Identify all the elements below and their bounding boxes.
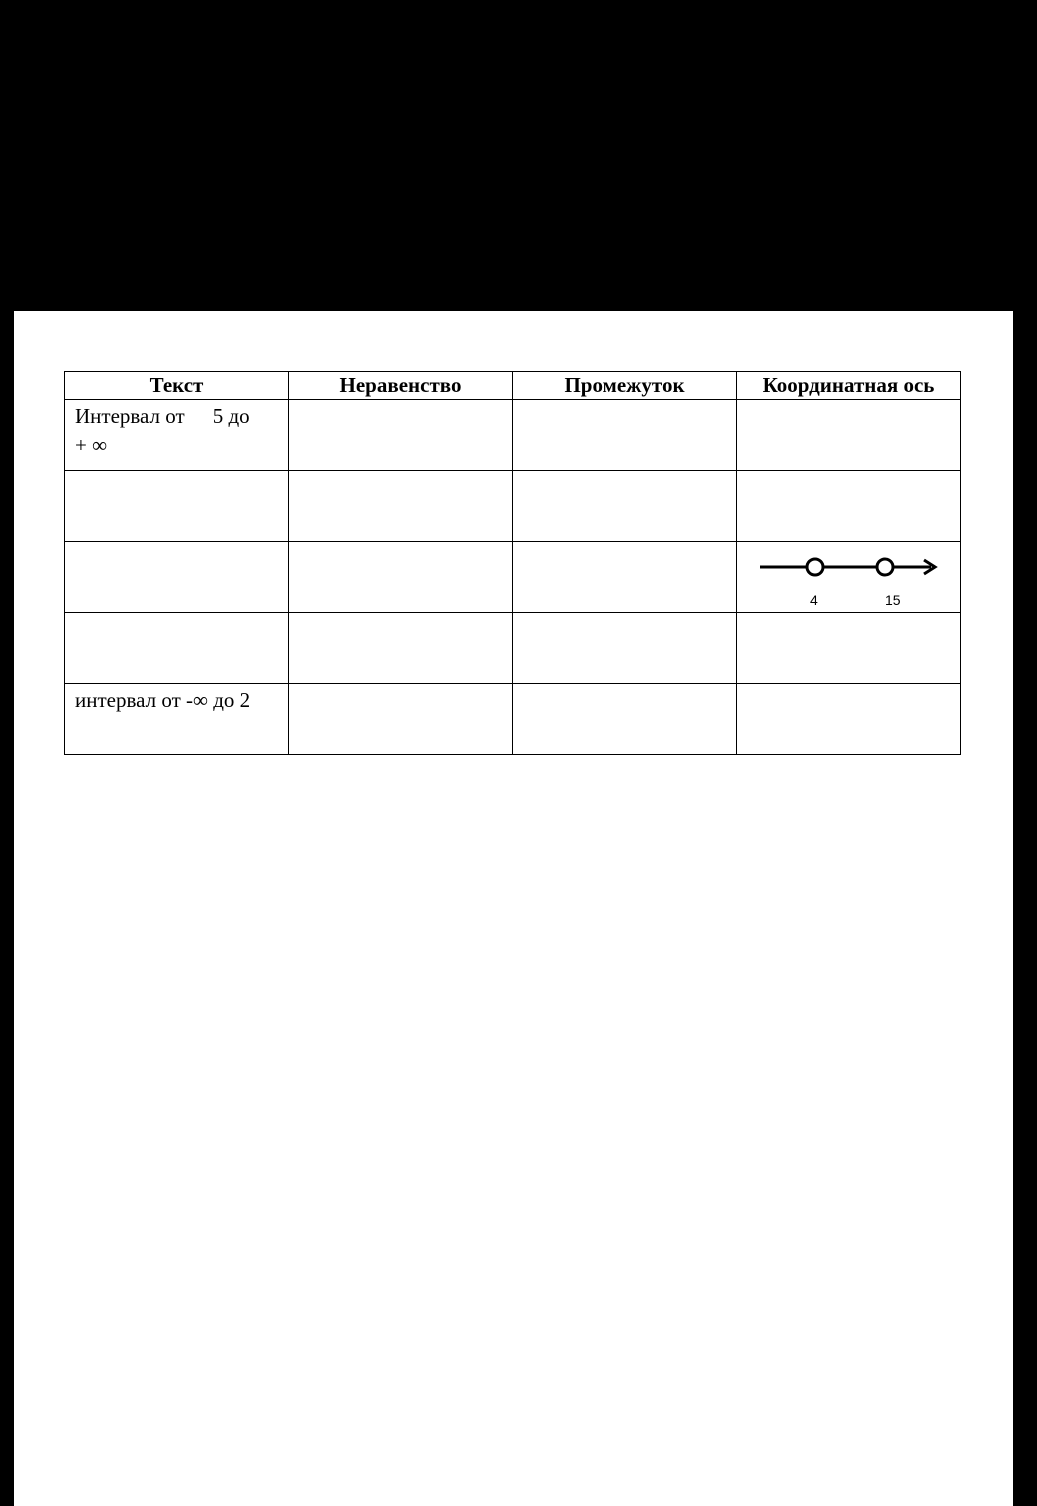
- interval-cell[interactable]: [513, 684, 737, 755]
- open-point: [807, 559, 823, 575]
- table-header-row: [65, 372, 961, 400]
- inequality-cell[interactable]: [289, 471, 513, 542]
- inequality-cell[interactable]: [289, 400, 513, 471]
- axis-cell: [737, 542, 961, 613]
- inequality-cell[interactable]: [289, 542, 513, 613]
- axis-cell[interactable]: [737, 471, 961, 542]
- table-row: [65, 613, 961, 684]
- worksheet-page: [14, 311, 1013, 1506]
- interval-cell[interactable]: [513, 613, 737, 684]
- axis-cell[interactable]: [737, 613, 961, 684]
- axis-cell[interactable]: [737, 400, 961, 471]
- inequality-cell[interactable]: [289, 684, 513, 755]
- table-row: [65, 400, 961, 471]
- text-cell-content: интервал от -∞ до 2: [75, 688, 251, 712]
- table-row: [65, 542, 961, 613]
- text-cell[interactable]: [65, 542, 289, 613]
- tick-label: 4: [810, 592, 818, 608]
- header-coordinate-axis: Координатная ось: [737, 372, 961, 400]
- text-cell[interactable]: [65, 613, 289, 684]
- table-row: [65, 684, 961, 755]
- header-interval: Промежуток: [513, 372, 737, 400]
- inequality-table: [64, 371, 961, 755]
- text-cell-part: Интервал от: [75, 404, 185, 428]
- table-row: [65, 471, 961, 542]
- interval-cell[interactable]: [513, 400, 737, 471]
- text-cell-part: 5 до: [212, 404, 250, 428]
- number-line: [737, 542, 961, 612]
- inequality-cell[interactable]: [289, 613, 513, 684]
- text-cell[interactable]: [65, 471, 289, 542]
- tick-label: 15: [885, 592, 901, 608]
- text-cell: [65, 684, 289, 755]
- text-cell-part: + ∞: [75, 433, 108, 457]
- interval-cell[interactable]: [513, 471, 737, 542]
- open-point: [877, 559, 893, 575]
- header-inequality: Неравенство: [289, 372, 513, 400]
- interval-cell[interactable]: [513, 542, 737, 613]
- text-cell: [65, 400, 289, 471]
- axis-cell[interactable]: [737, 684, 961, 755]
- header-text: Текст: [65, 372, 289, 400]
